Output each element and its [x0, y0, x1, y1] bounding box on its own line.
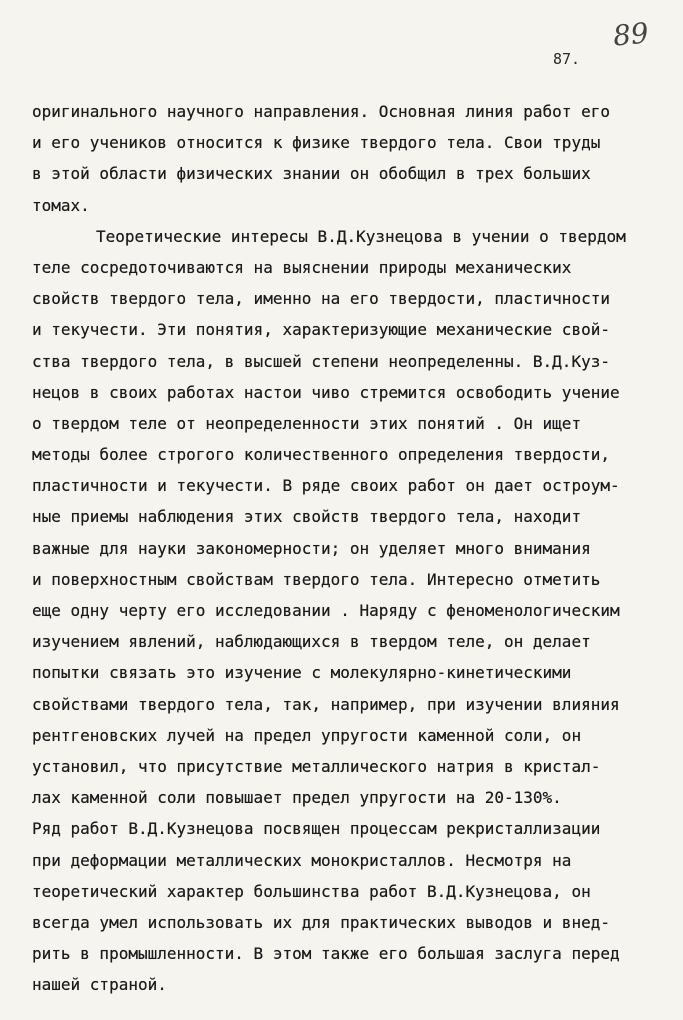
text-line: нашей страной.: [32, 975, 167, 995]
text-line: лах каменной соли повышает предел упругости на 20-130%.: [32, 788, 562, 808]
text-line: оригинального научного направления. Основная линия работ его: [32, 102, 610, 121]
text-line: еще одну черту его исследовании . Наряду с феноменологическим: [32, 601, 620, 620]
text-line: томах.: [32, 195, 90, 215]
text-line: установил, что присутствие металлического натрия в кристал-: [32, 756, 601, 776]
text-line: свойств твердого тела, именно на его твердости, пластичности: [32, 289, 610, 309]
text-line: изучением явлений, наблюдающихся в твердом теле, он делает: [32, 632, 591, 652]
text-line: теле сосредоточиваются на выяснении природы механических: [32, 257, 572, 277]
text-line: и текучести. Эти понятия, характеризующие механические свой-: [32, 320, 610, 340]
text-line: всегда умел использовать их для практических выводов и внед-: [32, 912, 610, 932]
paragraph-first-line: Теоретические интересы В.Д.Кузнецова в учении о твердом: [96, 226, 626, 246]
text-line: Ряд работ В.Д.Кузнецова посвящен процессам рекристаллизации: [32, 819, 601, 839]
page-number: 87.: [553, 50, 581, 68]
text-line: ные приемы наблюдения этих свойств твердого тела, находит: [32, 507, 582, 527]
text-line: рентгеновских лучей на предел упругости каменной соли, он: [32, 725, 582, 745]
text-line: свойствами твердого тела, так, например, при изучении влияния: [32, 694, 620, 714]
text-line: ства твердого тела, в высшей степени неопределенны. В.Д.Куз-: [32, 351, 610, 371]
text-line: при деформации металлических монокристаллов. Несмотря на: [32, 850, 572, 870]
text-line: о твердом теле от неопределенности этих понятий . Он ищет: [32, 413, 582, 433]
text-line: важные для науки закономерности; он уделяет много внимания: [32, 538, 591, 558]
text-line: теоретический характер большинства работ В.Д.Кузнецова, он: [32, 881, 591, 901]
handwritten-archive-number: 89: [611, 16, 651, 53]
text-line: и поверхностным свойствам твердого тела. Интересно отметить: [32, 569, 601, 589]
text-line: пластичности и текучести. В ряде своих работ он дает остроум-: [32, 476, 620, 496]
text-line: и его учеников относится к физике твердого тела. Свои труды: [32, 133, 601, 153]
text-line: в этой области физических знании он обобщил в трех больших: [32, 164, 591, 184]
text-line: рить в промышленности. В этом также его большая заслуга перед: [32, 944, 620, 964]
body-text: [32, 96, 672, 1000]
text-line: попытки связать это изучение с молекулярно-кинетическими: [32, 663, 572, 683]
text-line: методы более строгого количественного определения твердости,: [32, 445, 610, 465]
text-line: нецов в своих работах настои чиво стремится освободить учение: [32, 382, 620, 402]
